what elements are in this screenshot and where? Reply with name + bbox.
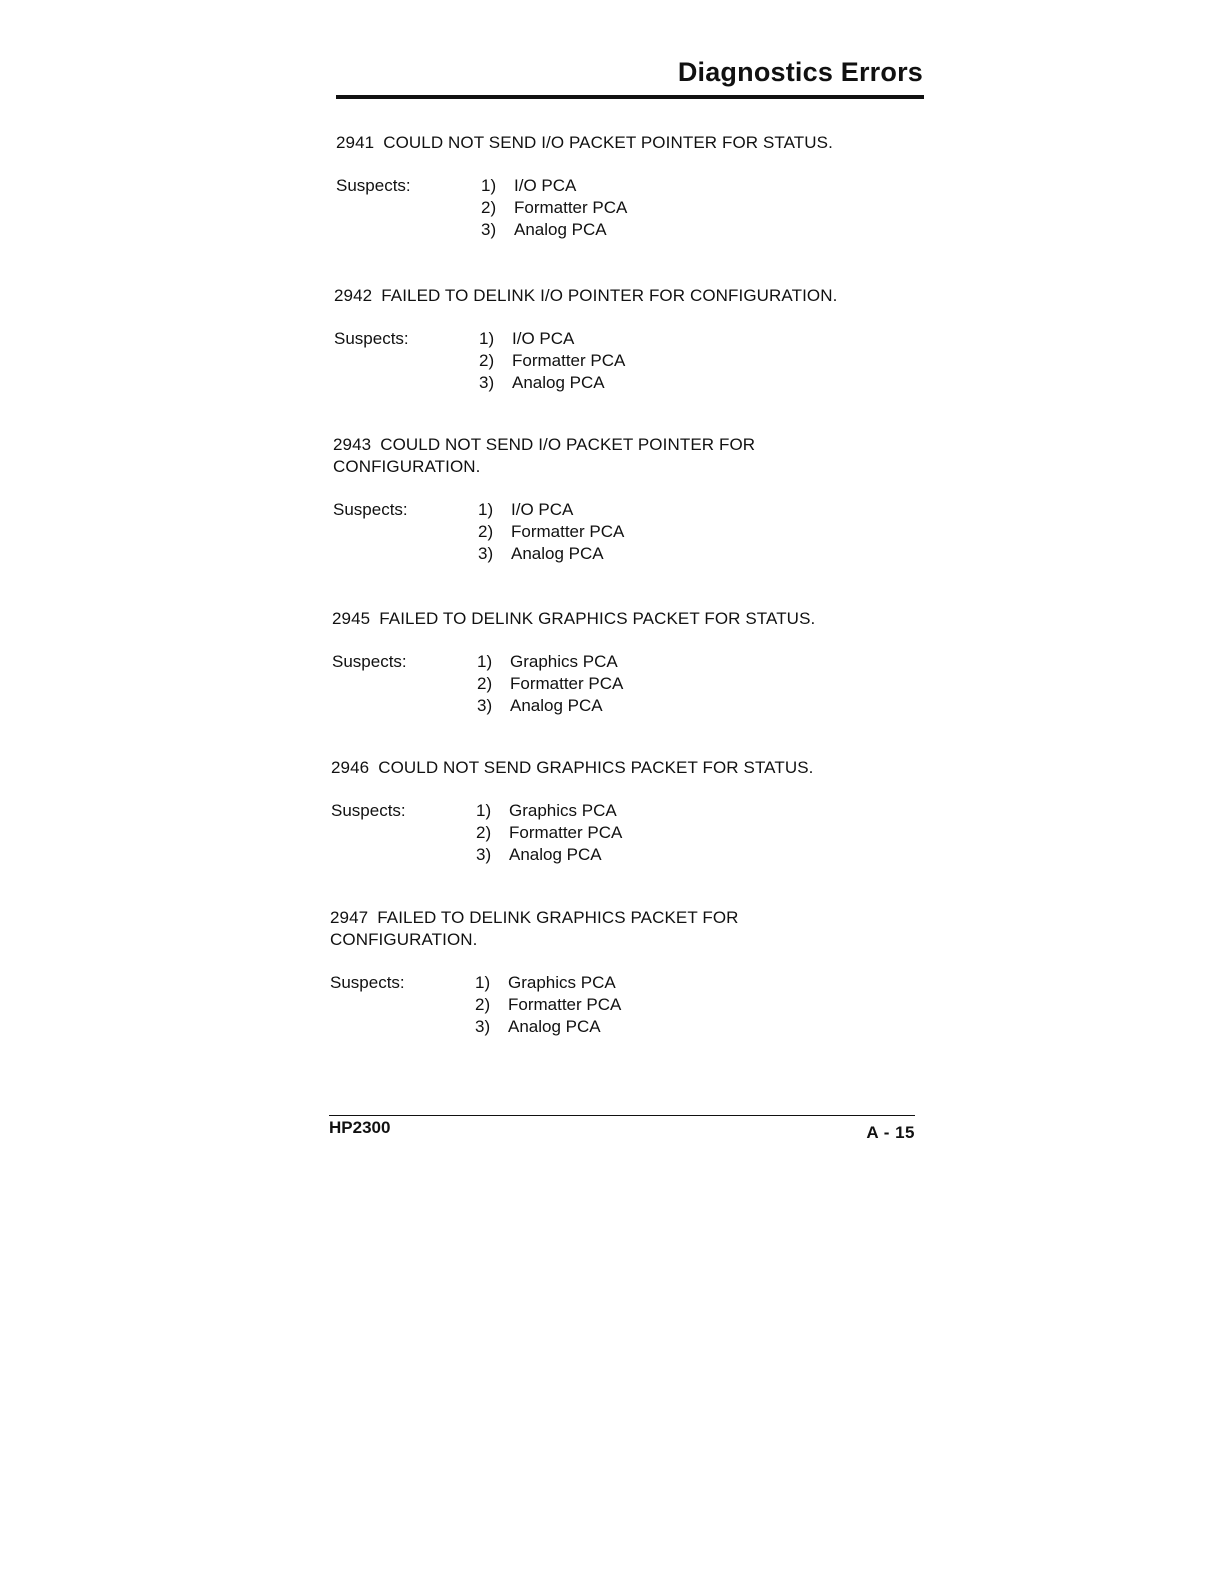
suspect-name: Analog PCA: [512, 373, 605, 392]
suspect-number: 2): [476, 823, 492, 842]
suspects-block: [333, 499, 803, 565]
suspects-block: [336, 175, 896, 241]
error-entry-2945: [332, 608, 892, 717]
list-item: [475, 972, 621, 994]
suspect-name: Analog PCA: [508, 1017, 601, 1036]
suspect-number: 1): [481, 176, 497, 195]
suspect-name: Formatter PCA: [508, 995, 622, 1014]
suspect-number: 3): [476, 845, 492, 864]
suspects-label: Suspects:: [331, 801, 406, 820]
list-item: [481, 197, 627, 219]
suspect-name: Analog PCA: [510, 696, 603, 715]
suspect-name: Formatter PCA: [511, 522, 625, 541]
suspect-number: 2): [479, 351, 495, 370]
suspects-label: Suspects:: [334, 329, 409, 348]
error-message: FAILED TO DELINK GRAPHICS PACKET FOR CONFIGURATION.: [330, 908, 739, 949]
suspect-number: 1): [477, 652, 493, 671]
suspect-name: Graphics PCA: [509, 801, 617, 820]
footer-page-number: A - 15: [866, 1123, 915, 1142]
error-title: [333, 434, 803, 478]
footer-rule: [329, 1115, 915, 1116]
list-item: [476, 800, 622, 822]
suspect-name: Formatter PCA: [510, 674, 624, 693]
suspect-list: [475, 972, 621, 1038]
list-item: [479, 372, 625, 394]
list-item: [477, 695, 623, 717]
list-item: [475, 994, 621, 1016]
suspect-name: Formatter PCA: [509, 823, 623, 842]
suspect-number: 2): [481, 198, 497, 217]
suspect-name: I/O PCA: [514, 176, 577, 195]
error-entry-2943: [333, 434, 803, 565]
suspects-block: [330, 972, 790, 1038]
suspects-label: Suspects:: [333, 500, 408, 519]
suspects-block: [331, 800, 891, 866]
error-code: 2945: [332, 609, 371, 628]
list-item: [481, 175, 627, 197]
list-item: [477, 673, 623, 695]
error-message: FAILED TO DELINK I/O POINTER FOR CONFIGURATION.: [381, 286, 838, 305]
error-message: COULD NOT SEND GRAPHICS PACKET FOR STATUS.: [378, 758, 814, 777]
suspect-list: [477, 651, 623, 717]
error-code: 2943: [333, 435, 372, 454]
error-entry-2942: [334, 285, 894, 394]
error-title: [332, 608, 892, 630]
error-entry-2947: [330, 907, 790, 1038]
error-title: [331, 757, 891, 779]
suspects-block: [332, 651, 892, 717]
suspect-name: Analog PCA: [514, 220, 607, 239]
error-code: 2947: [330, 908, 369, 927]
list-item: [476, 844, 622, 866]
error-code: 2941: [336, 133, 375, 152]
error-message: COULD NOT SEND I/O PACKET POINTER FOR CONFIGURATION.: [333, 435, 756, 476]
page-title: Diagnostics Errors: [677, 57, 923, 87]
suspects-label: Suspects:: [332, 652, 407, 671]
suspect-number: 2): [478, 522, 494, 541]
error-message: COULD NOT SEND I/O PACKET POINTER FOR STATUS.: [383, 133, 833, 152]
suspect-name: I/O PCA: [511, 500, 574, 519]
suspect-number: 3): [479, 373, 495, 392]
error-entry-2941: [336, 132, 896, 241]
suspect-list: [479, 328, 625, 394]
suspect-name: Analog PCA: [511, 544, 604, 563]
error-message: FAILED TO DELINK GRAPHICS PACKET FOR STATUS.: [379, 609, 816, 628]
error-title: [334, 285, 894, 307]
list-item: [478, 499, 624, 521]
error-title: [336, 132, 896, 154]
list-item: [478, 521, 624, 543]
suspect-number: 1): [476, 801, 492, 820]
suspect-name: Formatter PCA: [512, 351, 626, 370]
error-title: [330, 907, 790, 951]
footer-product-name: HP2300: [329, 1118, 391, 1137]
list-item: [475, 1016, 621, 1038]
suspect-name: Graphics PCA: [508, 973, 616, 992]
suspects-label: Suspects:: [330, 973, 405, 992]
suspect-number: 2): [477, 674, 493, 693]
suspect-number: 2): [475, 995, 491, 1014]
suspect-number: 3): [481, 220, 497, 239]
suspect-list: [481, 175, 627, 241]
suspect-list: [476, 800, 622, 866]
suspect-name: Graphics PCA: [510, 652, 618, 671]
error-code: 2942: [334, 286, 373, 305]
suspect-number: 1): [478, 500, 494, 519]
list-item: [479, 328, 625, 350]
suspects-block: [334, 328, 894, 394]
suspect-number: 3): [478, 544, 494, 563]
suspect-name: Analog PCA: [509, 845, 602, 864]
suspects-label: Suspects:: [336, 176, 411, 195]
suspect-name: Formatter PCA: [514, 198, 628, 217]
suspect-number: 1): [479, 329, 495, 348]
suspect-name: I/O PCA: [512, 329, 575, 348]
suspect-number: 1): [475, 973, 491, 992]
error-entry-2946: [331, 757, 891, 866]
list-item: [481, 219, 627, 241]
suspect-number: 3): [475, 1017, 491, 1036]
list-item: [478, 543, 624, 565]
list-item: [479, 350, 625, 372]
suspect-number: 3): [477, 696, 493, 715]
header-rule: [336, 95, 924, 99]
suspect-list: [478, 499, 624, 565]
error-code: 2946: [331, 758, 370, 777]
list-item: [476, 822, 622, 844]
list-item: [477, 651, 623, 673]
